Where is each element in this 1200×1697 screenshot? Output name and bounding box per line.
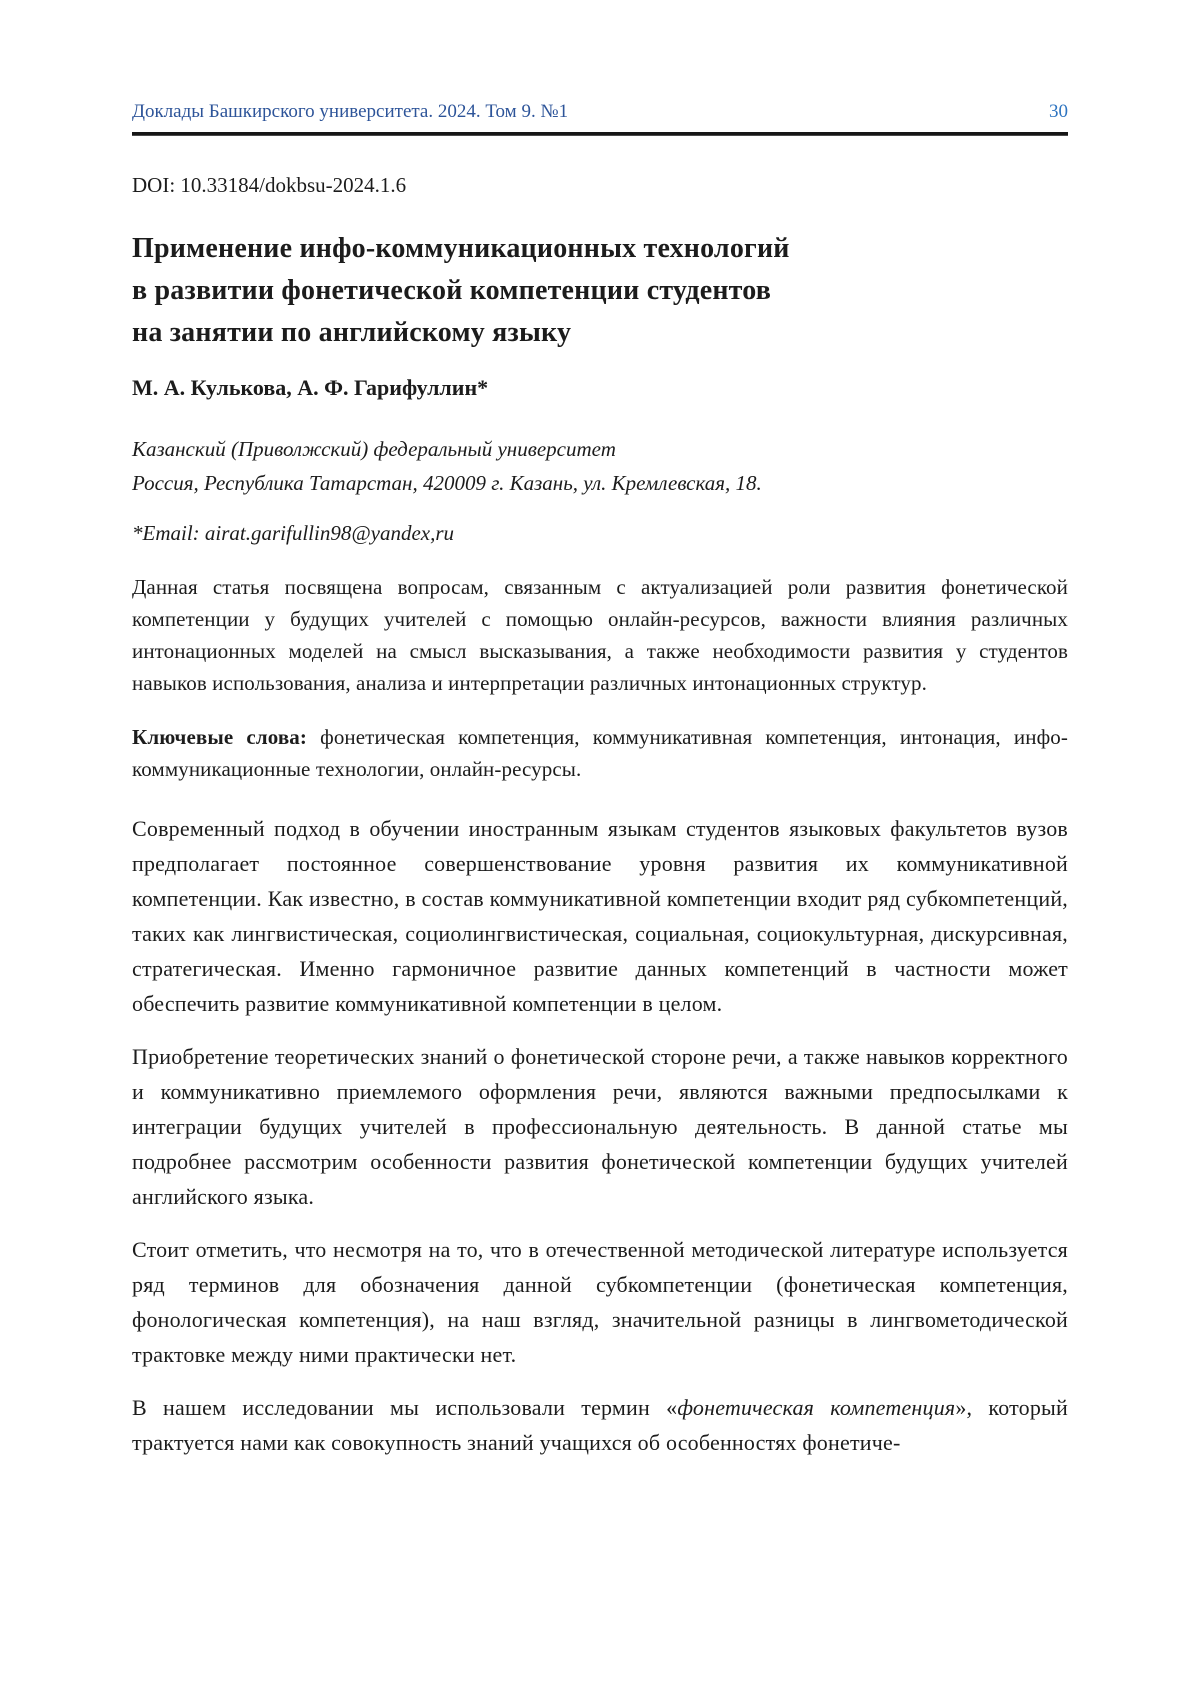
paragraph-4-tail: », который трактуется нами как совокупность знаний учащихся об особенностях фонетиче- bbox=[132, 1395, 1068, 1455]
page-number: 30 bbox=[1049, 101, 1068, 122]
body-paragraph-3: Стоит отметить, что несмотря на то, что в отечественной методической литературе используется ряд терминов для обозначения данной субкомпетенции (фонетическая компетенция, фонологическая компетенция), на наш взгляд, значительной разницы в лингвометодической трактовке между ними практически нет. bbox=[132, 1237, 1068, 1367]
journal-reference: Доклады Башкирского университета. 2024. Том 9. №1 bbox=[132, 101, 569, 122]
keywords-text: фонетическая компетенция, коммуникативная компетенция, интонация, инфо-коммуникационные технологии, онлайн-ресурсы. bbox=[132, 725, 1068, 781]
affiliation: Казанский (Приволжский) федеральный университет Россия, Республика Татарстан, 420009 г. Казань, ул. Кремлевская, 18. bbox=[132, 437, 762, 495]
running-header bbox=[132, 100, 1068, 123]
phonetic-competence-term: фонетическая компетенция bbox=[677, 1395, 956, 1420]
keywords-paragraph bbox=[132, 721, 1068, 785]
keywords-label: Ключевые слова: bbox=[132, 725, 307, 749]
email-line: *Email: airat.garifullin98@yandex,ru bbox=[132, 521, 455, 545]
header-rule bbox=[132, 132, 1068, 136]
abstract-paragraph: Данная статья посвящена вопросам, связанным с актуализацией роли развития фонетической компетенции у будущих учителей с помощью онлайн-ресурсов, важности влияния различных интонационных моделей на смысл высказывания, а также необходимости развития у студентов навыков использования, анализа и интерпретации различных интонационных структур. bbox=[132, 575, 1068, 695]
authors-line: М. А. Кулькова, А. Ф. Гарифуллин* bbox=[132, 375, 489, 400]
body-paragraph-4 bbox=[132, 1390, 1068, 1460]
doi-line: DOI: 10.33184/dokbsu-2024.1.6 bbox=[132, 173, 407, 197]
article-title: Применение инфо-коммуникационных технологий в развитии фонетической компетенции студентов на занятии по английскому языку bbox=[132, 233, 790, 348]
body-paragraph-1: Современный подход в обучении иностранным языкам студентов языковых факультетов вузов предполагает постоянное совершенствование уровня развития их коммуникативной компетенции. Как известно, в состав коммуникативной компетенции входит ряд субкомпетенций, таких как лингвистическая, социолингвистическая, социальная, социокультурная, дискурсивная, стратегическая. Именно гармоничное развитие данных компетенций в частности может обеспечить развитие коммуникативной компетенции в целом. bbox=[132, 816, 1068, 1016]
body-paragraph-2: Приобретение теоретических знаний о фонетической стороне речи, а также навыков корректного и коммуникативно приемлемого оформления речи, являются важными предпосылками к интеграции будущих учителей в профессиональную деятельность. В данной статье мы подробнее рассмотрим особенности развития фонетической компетенции будущих учителей английского языка. bbox=[132, 1044, 1068, 1209]
paragraph-4-lead: В нашем исследовании мы использовали термин « bbox=[132, 1395, 678, 1420]
